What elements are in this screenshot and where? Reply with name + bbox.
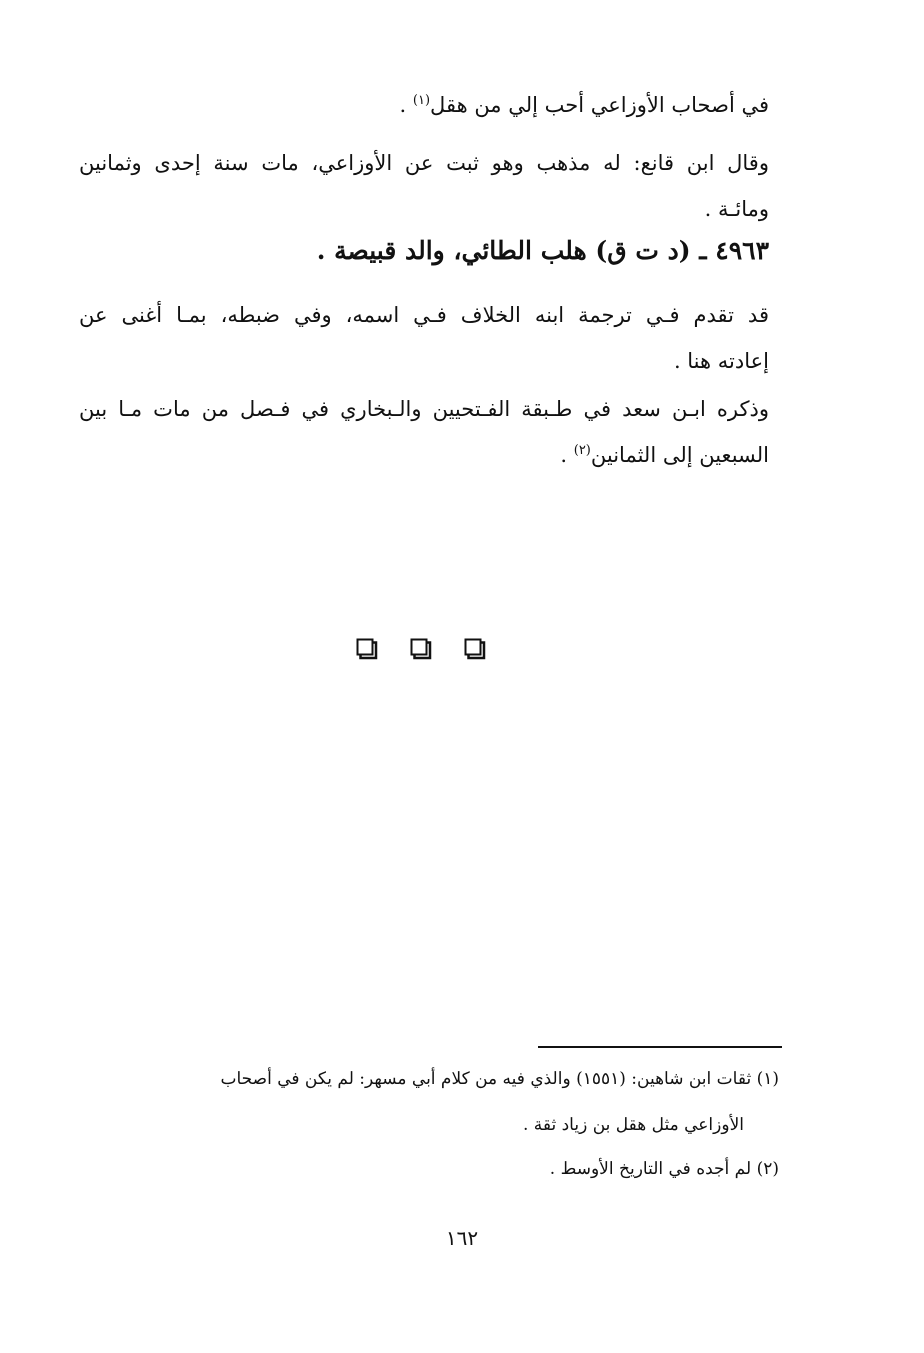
entry-heading: ٤٩٦٣ ـ (د ت ق) هلب الطائي، والد قبيصة . [316, 236, 769, 265]
paragraph-2 [79, 140, 769, 232]
paragraph-4 [79, 386, 769, 478]
square-ornament-icon [410, 638, 432, 660]
page-number: ١٦٢ [445, 1226, 479, 1250]
section-divider [356, 638, 486, 668]
footnote-separator [538, 1046, 782, 1048]
paragraph-4-line-1: وذكره ابـن سعد في طـبقة الفـتحيين والـبخاري في فـصل من مات مـا بين [79, 397, 769, 421]
footnote-ref-1: (١) [412, 93, 431, 108]
paragraph-2-line-1: وقال ابن قانع: له مذهب وهو ثبت عن الأوزاعي، مات سنة إحدى وثمانين [79, 151, 769, 175]
paragraph-4-end: . [560, 443, 574, 467]
paragraph-1-text: في أصحاب الأوزاعي أحب إلي من هقل [430, 93, 769, 117]
footnote-1-line-1: (١) ثقات ابن شاهين: (١٥٥١) والذي فيه من كلام أبي مسهر: لم يكن في أصحاب [220, 1069, 779, 1089]
footnote-2: (٢) لم أجده في التاريخ الأوسط . [549, 1159, 779, 1179]
footnote-ref-2: (٢) [573, 443, 591, 458]
paragraph-3 [79, 292, 769, 384]
paragraph-3-line-2: إعادته هنا . [673, 349, 769, 373]
footnote-1-line-2: الأوزاعي مثل هقل بن زياد ثقة . [522, 1115, 744, 1135]
square-ornament-icon [356, 638, 378, 660]
paragraph-1 [79, 82, 769, 128]
paragraph-3-line-1: قد تقدم فـي ترجمة ابنه الخلاف فـي اسمه، وفي ضبطه، بمـا أغنى عن [79, 303, 769, 327]
square-ornament-icon [464, 638, 486, 660]
paragraph-1-end: . [399, 93, 413, 117]
paragraph-2-line-2: ومائـة . [704, 197, 769, 221]
paragraph-4-line-2: السبعين إلى الثمانين [590, 443, 769, 467]
